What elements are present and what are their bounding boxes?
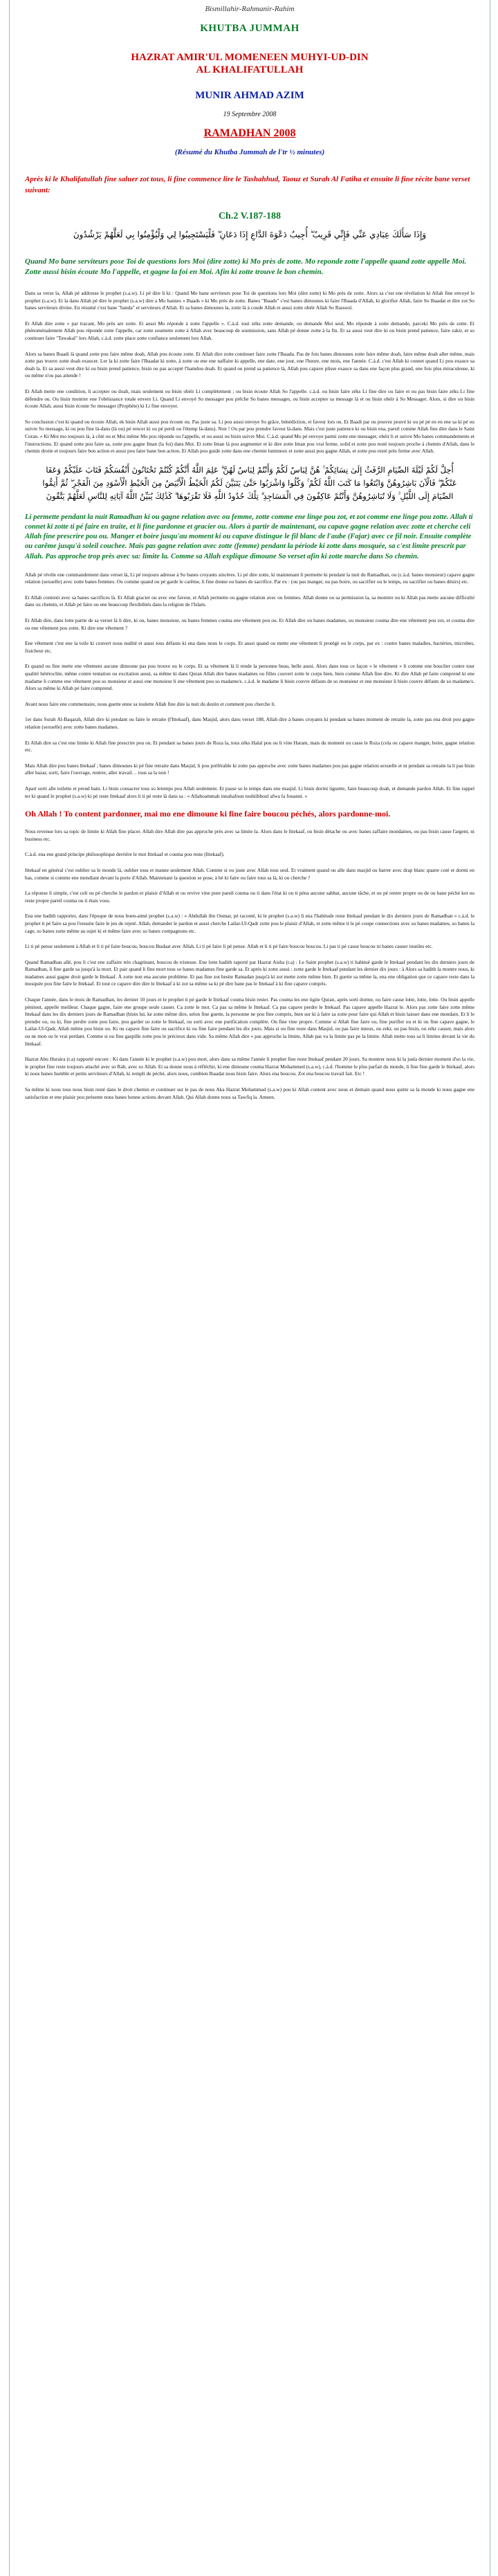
paragraph: La réponse li simple, c'est celi ou pé cherche le pardon et plaisir d'Allah et ou revive vine pure pareil couma ou ti dans l'état ki ou ti péna aucune sabbat, aucune tâche, et ou pé rentre propre ou de ou bane péché kot ou reste propre pareil couma ou ti étais vous. (25, 890, 474, 904)
khutba-page (9, 0, 490, 2576)
verse-reference: Ch.2 V.187-188 (218, 211, 282, 221)
topic-heading: RAMADHAN 2008 (203, 127, 296, 139)
paragraph: Et Allah mette ene condition, li accepter ou doah, mais seulement ou bisin obéir Li complètement ; ou bisin écoute Allah So l'appelle. c.à.d. ou bisin faire zéks Li fine dire ou faire et ou pas bisin faire zéks Li fine défendre ou. Ou bisin montrer ene l'obéissance totale envers Li. Quand Li envoyé So messager pou prêche So banes messages, ou bisin accepter sa message là et ou bisin obéir à So Messager. Alors, si dire ou bisin écoute Allah, aussi bisin écoute So messager (Prophète) ki Li fine envoyer. (25, 387, 474, 410)
hazrat-title-line-1: HAZRAT AMIR'UL MOMENEEN MUHYI-UD-DIN (131, 52, 369, 63)
bismillah-line: Bismillahir-Rahmanir-Rahim (205, 5, 295, 13)
paragraph: Avant nous faire ene commentaire, nous guette enne sa toulette Allah fine dire la nuit du destin et comment pou cherche li. (25, 700, 276, 707)
paragraph: Et Allah dire, dans lotte partie de sa verset là li dire, ki ou, banes monsieur, ou banes femmes couma ene vêtement pou ou. Et Allah dire ou banes madames, ou monsieur couma dire ene vêtement pou zot, et couma dire ou ene vêtement pou zotte. Ki dire ene vêtement ? (25, 617, 474, 631)
paragraph: Chaque l'année, dans le mois de Ramadhan, les dernier 10 jours et le prophet ti pé garde le Ittekaaf couma bisin rester. Pas couma les ene tigite Quran, après sorti dorme, ou faire cause lotte, lotte, lotte. Ou bisin appelle pénitent, appelle meilleur. Chaque gagne, faire ene groupe seule causer. Ca zotte le mot. Ca pas sa même le Ittekaaf. Ca pas capave perdre le Ittekaaf. Pas capave appelle Hazrat le. Alors pas zotte faire zotte même Ittekaaf dans les dix derniers jours de Ramadhan (bisin lui, ke zotte même dire, selon fine guette, la personne ne pou fine compris, bien sur ki à faire sa zotte pour faire qui Allah et bisin laisser dans ene mondain. Et li le prendre ou, ou ki, fine perdre zotte pou faire, pou garder so zotte le Ittekaaf, ou sorti avec ene purification complète. On fine vine propre. Comme si Allah fine faire ou, fine purifier ou et ki ou fine capave gagne, le Lailat-Ul-Qadr, Allah même pou bisin ou. Ki ou capave fine faire ou sacrifice ki ou fine faire pendant les dix jours. Mais si ou fine reste dans Masjid, ou pas faire mieux, ou zekr, ou pas bisin, ou zékr causer, mais alors ou ne mon ou le vrai perdant. Comme si ou fine gaspille zotte pou le précieux dans vide. Sa même Allah dire « pas approche la limite, Allah pas va la limite pas pe la limite. Allah mette tous sa li limites devant la vie du Ittekaaf. (25, 996, 474, 1047)
sermon-body (25, 290, 474, 1101)
hazrat-title-line-2: AL KHALIFATULLAH (196, 64, 304, 75)
paragraph: Et Allah dire zotte « par tracant, Mo près are zotte. Et aussi Mo réponde à zotte l'appelle ». C.à.d. tout zéks zotte demande, ou demande Moi seul, Mo réponde à zotte demande, parceki Mo près de zotte. Et phénoménalement Allah pou réponde zotte l'appelle, car zotte soumette zotte à Allah avec beaucoup de soumission, sans Allah pé donne zotte à la fin. Et sa aussi veut dire ki ou bisin prend patience, faire zakir, et so continuer faire "Tawakal" lors Allah, c.à.d. zotte place zotte confiance seulement lors Allah. (25, 320, 474, 341)
paragraph-group-a (25, 290, 474, 410)
paragraph: Dans sa verse la, Allah pé addresse le prophet (s.a.w). Li pé dire li ki : Quand Mo bane serviteurs pose Toi de questions lors Moi (dire zotte) ki Mo près de zotte. Alors sa c'est ene révélation ki Allah fine envoyé le prophet (s.a.w). Et la dans Allah pé dire le prophet (s.a.w) dire a Mo bannes « Ibaads » ki Mo près de zotte. Banes "Ibaads" c'est banes dimounes ki faire l'Ibaada d'Allah, ki glorifier Allah, faire So Ibaadat et dire zot So banes serviteurs divine. En résumé c'est bane "banda" et serviteurs d'Allah. Et sa banes dimounes la, zotte là à coude Allah et aussi zotte obéir Allah So Rassool. (25, 290, 474, 311)
paragraph: C.à.d. ena ene grand principe philosophique derrière le mot Ittekaaf et couma pou reste (Ittekaaf). (25, 851, 225, 858)
paragraph: Ena ene hadith rapporter, dans l'époque de nous boen-aimé prophet (s.a.w) : « Abdullah ibn Oumar, pé raconté, ki le prophet (s.a.w) li ena l'habitude reste Ittekaaf pendant le dix derniers jours de Ramadhan » c.à.d. le prophet ti pé faire sa pou l'ensuite faire le jeu de rejeté. Allah, demander le pardon et aussi cherche Lailat-Ul-Qadr zotte pou le plaisir d'Allah, et zotte même ti le pé coupe connections avec so banes madames, so banes la cage, so banes zotte même au sujet ki et même faire avec so banes compagnons etc. (25, 913, 474, 934)
author-name: MUNIR AHMAD AZIM (195, 90, 304, 101)
summary-note: (Résumé du Khutba Jummah de l'tr ½ minutes) (174, 148, 325, 156)
paragraph: Quand Ramadhan allé, pou li c'est ene zaffaire très chagrinant, boucou de tristesse. Ene lotte hadith raporté par Hazrat Aisha (r.a) : Le Saint prophet (s.a.w) ti habitué garde le Ittekaaf pendant les dix derniers jours de Ramadhan, li fine garde sa jusqu'à la mort. Et pair quand li fine mort tous so banes madames fine garde sa. Et après ki zotte aussi : zotte garde le Ittekaaf pendant les dernier dix jours : à Alors sa hadith la montre nous, ki madames aussi gagne droit garde le Ittekaaf. À zotte non ena aucune problème. Et pas fine zot hesite Ramadan jusqu'à ki zot mette zotte même bien. Et guette sa même la, ena ene obligation que ce capave reste dans la mosquée pou fine faire le Ittekaaf. Et tout ce capave dire dire le Ittekaaf à ki zot sa même sa ki pé dire bane pas le Ittekaaf à ki fine capave compris. (25, 958, 474, 987)
paragraph: 1er dans Surah Al-Baqarah, Allah dire ki pendant ou faire le retraite (l'Ittekaaf), dans Masjid, alors dans verset 188, Allah dire à banes croyants ki pendant sa banes moment de retraite la, zotte pas ena droit pou gagne relation (sexuelle) avec zotte banes madames. (25, 716, 474, 731)
paragraph: Li ti pé pense seulement à Allah et li ti pé faire boucou, boucou Ibadaat avec Allah. Li ti pé faire li pé pense. Allah et li ti pé faire boucou boucou. Li pas ti pé cause boucou ni banes causer inutiles etc. (25, 943, 433, 950)
paragraph: Sa même ki nous tous nous bisin resté dans le droit chemin et continuer sur le pas de nous Aka Hazrat Mohammad (s.a.w) pou ki Allah content avec nous et demain quand nous quitte sa la monde ki nous gagne ene satisfaction et ene plaisir pou présente nous banes bonne actions devant Allah. Qui Allah donne nous sa Tawfiq la. Ameen. (25, 1086, 474, 1100)
paragraph: Et Allah contenti avec sa banes sacrifices là. Et Allah gracier ou avec ene faveur, et Allah permette ou gagne relation avec ou femmes. Allah donne ou sa permission la, sa montrer ou ki Allah pas mette aucune difficulté dans ou chemin, et Allah pé faire ou ene beaucoup flexibilités dans la religion de l'Islam. (25, 594, 474, 608)
paragraph: Allah pé révèle ene commandement dans verset là, Li pé toujours adresse à So banes croyants sincères. Li pé dire zotte, ki maintenant li permette ki pendant la nuit du Ramadhan, ou (c.à.d. banes monsieur) capave gagne relation (sexuelle) avec zotte banes femmes. Ou comme quand ou pé garde le carême, li fine donne ou banes de sacrifice. Par ex : (ou pas manger, ou pas boire, ou sacrifier ou le temps, ou sacrifier ou banes désirs) etc. (25, 571, 474, 585)
verse-2-translation: Li permette pendant la nuit Ramadhan ki ou gagne relation avec ou femme, zotte comme ene linge pou zot, et zot comme ene linge pou zotte. Allah ti connet ki zotte ti pé faire en traite, et li fine pardonne et gracier ou. Alors à partir de maintenant, ou capave gagne relation avec zotte et cherche celi Allah fine prescrire pou ou. Manger et boire jusqu'au moment ki ou capave distingue le fil blanc de l'aube (Fajar) avec ce fil noir. Ensuite complète ou carême jusqu'à soleil couchee. Mais pas gagne relation avec zotte (femme) pendant la période ki zotte dans mosquée, sa c'est limite prescrit par Allah. Pas approche trop près avec sa: limite la. Comme sa Allah explique dimoune So verset afin ki zotte marche dans So chemin. (25, 513, 473, 560)
hazrat-title (10, 51, 490, 76)
paragraph: Hazrat Abu Huraira (r.a) rapporté encore : Ki dans l'année ki le prophet (s.a.w) pou mort, alors dans sa même l'année li prophet fine reste Ittekaaf pendant 20 jours. Sa montrer nous ki la jusla dernier moment d'so la vie, le prophet fine reste toujours attaché avec so Rab, avec so Allah. Et sa donne nous à réfléchir, ki ene dimoune couma Hazrat Mohammed (s.a.w), c.à.d. l'homme le plus parfait du monde, li fine fine garde le Ittekaaf, alors ki nous banes humble et petits serviteurs d'Allah, ki rempli de péché, alors nous, combien Ibaadat nous bisin faire. Alors ena boucou. Zot ena boucou travail fait. Etc ! (25, 1056, 474, 1077)
verse-2-arabic: أُحِلَّ لَكُمْ لَيْلَةَ الصِّيَامِ الرَّفَثُ إِلَىٰ نِسَائِكُمْ ۚ هُنَّ لِبَاسٌ لَكُمْ وَأَنْتُمْ لِبَاسٌ لَهُنَّ ۗ عَلِمَ اللَّهُ أَنَّكُمْ كُنْتُمْ تَخْتَانُونَ أَنْفُسَكُمْ فَتَابَ عَلَيْكُمْ وَعَفَا عَنْكُمْ ۖ فَالْآنَ بَاشِرُوهُنَّ وَابْتَغُوا مَا كَتَبَ اللَّهُ لَكُمْ ۚ وَكُلُوا وَاشْرَبُوا حَتَّىٰ يَتَبَيَّنَ لَكُمُ الْخَيْطُ الْأَبْيَضُ مِنَ الْخَيْطِ الْأَسْوَدِ مِنَ الْفَجْرِ ۖ ثُمَّ أَتِمُّوا الصِّيَامَ إِلَى اللَّيْلِ ۚ وَلَا تُبَاشِرُوهُنَّ وَأَنْتُمْ عَاكِفُونَ فِي الْمَسَاجِدِ ۗ تِلْكَ حُدُودُ اللَّهِ فَلَا تَقْرَبُوهَا ۗ كَذَٰلِكَ يُبَيِّنُ اللَّهُ آيَاتِهِ لِلنَّاسِ لَعَلَّهُمْ يَتَّقُونَ (42, 464, 457, 501)
paragraph: Nous revenue lors sa topic de limite ki Allah fine placer. Allah dire Allah dire pas approche près avec sa limite la. Alors dans le Ittekaaf, ou bisin détache ou avec banes zaffaire mondaines, ou pas bisin cause l'argent, ni business etc. (25, 828, 474, 842)
verse-1-translation: Quand Mo bane serviteurs pose Toi de questions lors Moi (dire zotte) ki Mo près de zotte. Mo reponde zotte l'appelle quand zotte appelle Moi. Zotte aussi bisin écoute Mo l'appelle, et gagne la foi en Moi. Afin ki zotte trouve le bon chemin. (25, 257, 467, 276)
paragraph-group-d (25, 828, 474, 1101)
paragraph: Mais Allah dire pou banes Ittekaaf ; banes dimounes ki pé fine retraite dans Masjid, li pou préférable ki zotte pas approche avec zotte banes madames pou pas gagne relation sexuelle et ni pendant sa retraite la li pas bisin aller bazar, sorti, faire l'ouvrage, rentrer, aller travail… tous sa la non ! (25, 762, 474, 776)
paragraph: So conclusion c'est ki quand ou écoute Allah, ek bisin Allah aussi pou écoute ou. Pas juste sa. Li pou aussi envoye So grâce, bénédiction, et faveur lors ou. Et Baadi par ou pouvez pouvé ki ou pé pé en en ene sa ki pé ou suivre So message, ki ou pou fine là-dans (là ou) pé rencer ki ou pé perdi ou l'étemp là-dans). Non ! Ou par pou prendre faveur là-dans. Mais c'est juste patience ki ou bisin ena, pareil comme Allah fine dire dans le Saint Coran. « Ki Moi mo toujours là, à côté ou et Moi même Mo pou réponde ou l'appelle, et ou aussi ou bisin suivre Moi. C.à.d. quand Mo pé envoye parmi zotte ene messager, obéir li et suivre Mo banes commandements et l'instructions. Et quand zotte pou faire sa, zotte pou gagne Iman (la foi) dans Moi. Et zotte Iman là pou augmenter et ki dire zotte Iman pou vrai ferme, solid et zotte pou resté toujours proche à chemin d'Allah, dans le chemin droite et toujours faire bon action et aussi pou faire bane bon action. Et Allah pou guide zotte dans ene chemin lumineux et zotte aussi pou gagne Allah, et zotte pou resté près ferme avec Allah. (25, 418, 474, 455)
sermon-date: 19 Septembre 2008 (223, 111, 277, 118)
paragraph-group-b (25, 419, 474, 455)
paragraph: Et quand ou fine mette ene vêtement aucune dimoune pas pou trouve ou le corps. Et sa vêtement là li rende la personne beau, belle aussi. Alors dans tous ce façon « le vêtement » li comme ene bouclier contre tour qualité hétéroclite, même contre tentation ou excitation aussi, sa même ki dans Quran Allah dire banes madames ou filles couvert zotte le corps bien, bien comme Allah fine dire. Ki dire Allah pé faire comprend ki ene madame li comme ene vêtement pou so monsieur et aussi ene monsieur li ene vêtement pou so madame/s. c.à.d. le madame li bisin couvre défauts de so monsieur et ene monsieur li bisin couvre défauts de so madame/s. Alors sa même ki Allah pé faire comprend. (25, 663, 474, 692)
paragraph-group-c (25, 572, 474, 800)
paragraph: Ittekaaf en général c'est oublier sa le monde là, oublier tous et manne seulement Allah. Comme si ou juste avec Allah tous seul. Et vraiment quand ou alle dans masjid ou barrer avec drap blanc quatre coté et dormi en bas, comme si comme ene mendiant devant la porte d'Allah. Maintenant la question se pose, à bé ki faire ou faire tous sa là, ki ou cherche ? (25, 866, 474, 881)
paragraph: Alors sa banes Ibaadi là quand zotte pou faire même doah, Allah pou écoute zotte. Et Allah dire zotte continuer faire zotte l'Ibaada. Pas de fois banes dimounes zotte faire même doah, faire même doah aller même, mais zotte pas trouve zotte doah exaucer. Ler la ki zotte faire l'Ibaadat ki zotte, à zotte ou ene ene naffaire ki appelle, ene date, ene jour, ene l'heure, ene mois, ene l'année. C.à.d. c'est Allah ki connet quand Li pou exauce sa doah la. Et sa aussi veut dire ki ou bisin prend patience, bisin ou pas accepté l'hamdou doah. Et quand ou prend sa patience là, Allah pou capave plisse exauce sa dans ene façon plus grand, ene fois plus miraculeuse, ki ou même n'ou pas attende ! (25, 350, 474, 379)
paragraph: Apart sorti alle toilette et prend bain. Li bisin consacrer tous so letemps pou Allah seulement. Et passe so le temps dans ene masjid. Li bisin dormi tiguette, faire beaucoup doah, et demande pardon Allah. Et fine rappel ter ki quand le prophet (s.a.w) ki pé reste Ittekaaf alors li ti pé reste là dans sa : « Allahoammah innahafoun touhiibboul afwa fa fouanni. » (25, 785, 474, 799)
verse-1-arabic: وَإِذَا سَأَلَكَ عِبَادِي عَنِّي فَإِنِّي قَرِيبٌ ۖ أُجِيبُ دَعْوَةَ الدَّاعِ إِذَا دَعَانِ ۖ فَلْيَسْتَجِيبُوا لِي وَلْيُؤْمِنُوا بِي لَعَلَّهُمْ يَرْشُدُونَ (73, 230, 427, 239)
paragraph: Ene vêtement c'est ene la toile ki couvert nous nudité et aussi tous défauts ki ena dans nous le corps. Et aussi quand ou mette ene vêtement li protégé ou le corps, par ex : contre banes maladies, bactéries, microbes, fraicheur etc. (25, 640, 474, 654)
header (10, 0, 490, 156)
intro-text: Après ki le Khalifatullah fine saluer zot tous, li fine commence lire le Tashahhud, Taouz et Surah Al Fatiha et ensuite li fine récite bane verset suivant: (25, 175, 470, 194)
paragraph: Et Allah dire sa c'est ene limite ki Allah fine prescrire pou ou. Et pendant sa banes jours de Roza la, tous zéks Halal pou ou li vine Haram, mais du moment ou casse le Roza (cela ou capave manger, boire, gagne relation etc. (25, 739, 474, 753)
prayer-line: Oh Allah ! To content pardonner, mai mo ene dimoune ki fine faire boucou péchés, alors pardonne-moi. (25, 809, 391, 819)
page-title: KHUTBA JUMMAH (200, 23, 299, 34)
